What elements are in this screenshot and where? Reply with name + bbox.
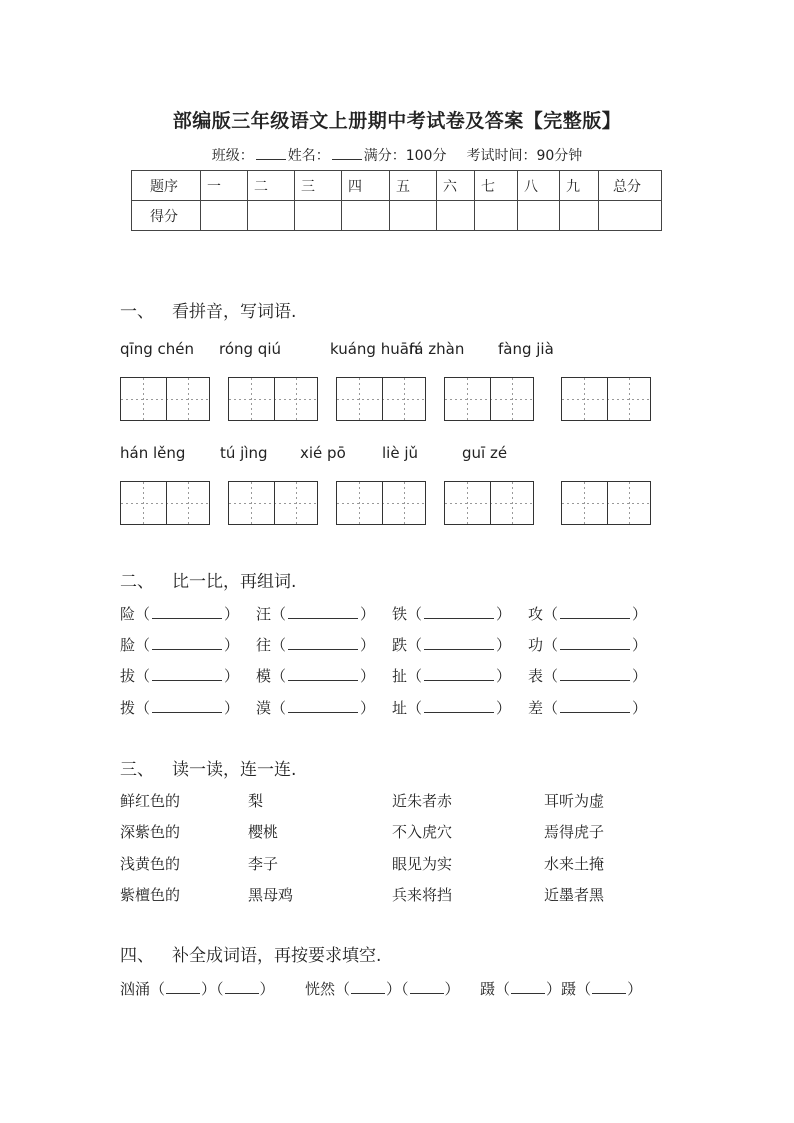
match-item[interactable]: 鲜红色的 (120, 792, 181, 810)
character: 跌 (392, 636, 408, 654)
score-cell[interactable] (560, 201, 599, 231)
character: 汪 (256, 605, 272, 623)
section-number: 四、 (120, 946, 154, 966)
compare-item: 功（ ） (528, 636, 648, 654)
name-blank[interactable] (332, 147, 362, 160)
word-prefix: 汹涌 (120, 980, 151, 998)
section-title: 补全成词语，再按要求填空. (172, 946, 382, 966)
header-cell: 一 (201, 171, 248, 201)
writing-grid[interactable] (120, 377, 210, 421)
fill-blank[interactable] (592, 979, 626, 994)
header-cell: 三 (295, 171, 342, 201)
compare-item: 扯（ ） (392, 667, 512, 685)
section-title: 看拼音，写词语. (172, 302, 297, 322)
compare-item: 脸（ ） (120, 636, 240, 654)
fill-blank[interactable] (166, 979, 200, 994)
pinyin-1-3: kuáng huān (330, 340, 419, 358)
word-blank[interactable] (288, 604, 358, 619)
pinyin-1-2: róng qiú (219, 340, 282, 358)
score-cell[interactable] (342, 201, 390, 231)
word-blank[interactable] (152, 604, 222, 619)
match-item[interactable]: 耳听为虚 (544, 792, 605, 810)
exam-time-label: 考试时间：90分钟 (466, 148, 583, 164)
pinyin-2-4: liè jǔ (382, 444, 419, 462)
character: 表 (528, 667, 544, 685)
character: 险 (120, 605, 136, 623)
word-blank[interactable] (424, 635, 494, 650)
character: 差 (528, 699, 544, 717)
word-blank[interactable] (424, 604, 494, 619)
fill-blank[interactable] (225, 979, 259, 994)
score-table-header-row (132, 171, 662, 201)
score-cell[interactable] (201, 201, 248, 231)
character: 功 (528, 636, 544, 654)
match-item[interactable]: 樱桃 (248, 823, 279, 841)
match-item[interactable]: 近墨者黑 (544, 886, 605, 904)
match-item[interactable]: 紫檀色的 (120, 886, 181, 904)
compare-item: 跌（ ） (392, 636, 512, 654)
writing-grid[interactable] (228, 481, 318, 525)
character: 漠 (256, 699, 272, 717)
match-item[interactable]: 眼见为实 (392, 855, 453, 873)
score-cell[interactable] (599, 201, 662, 231)
match-item[interactable]: 水来土掩 (544, 855, 605, 873)
word-blank[interactable] (288, 666, 358, 681)
header-cell: 总分 (599, 171, 662, 201)
writing-grid[interactable] (561, 481, 651, 525)
section-number: 三、 (120, 760, 154, 780)
character: 拔 (120, 667, 136, 685)
score-table (131, 170, 662, 231)
character: 脸 (120, 636, 136, 654)
section-2-heading (120, 567, 296, 592)
fill-item: 恍然（ ）（ ） (305, 980, 460, 998)
compare-item: 模（ ） (256, 667, 376, 685)
word-prefix: 蹑 (480, 980, 496, 998)
section-title: 读一读，连一连. (172, 760, 297, 780)
header-cell: 四 (342, 171, 390, 201)
score-table-score-row (132, 201, 662, 231)
character: 攻 (528, 605, 544, 623)
compare-item: 拔（ ） (120, 667, 240, 685)
page-title: 部编版三年级语文上册期中考试卷及答案【完整版】 (172, 110, 622, 132)
writing-grid[interactable] (228, 377, 318, 421)
score-cell[interactable] (475, 201, 518, 231)
word-blank[interactable] (560, 635, 630, 650)
compare-item: 铁（ ） (392, 605, 512, 623)
pinyin-1-4: fá zhàn (409, 340, 465, 358)
compare-item: 险（ ） (120, 605, 240, 623)
writing-grid[interactable] (336, 481, 426, 525)
pinyin-2-1: hán lěng (120, 444, 186, 462)
word-blank[interactable] (560, 698, 630, 713)
section-number: 一、 (120, 302, 154, 322)
pinyin-2-3: xié pō (300, 444, 346, 462)
writing-grid[interactable] (444, 481, 534, 525)
match-item[interactable]: 黑母鸡 (248, 886, 294, 904)
match-item[interactable]: 深紫色的 (120, 823, 181, 841)
compare-item: 攻（ ） (528, 605, 648, 623)
character: 铁 (392, 605, 408, 623)
word-blank[interactable] (288, 635, 358, 650)
character: 拨 (120, 699, 136, 717)
fill-item: 蹑（ ）蹑（ ） (480, 980, 643, 998)
header-cell: 九 (560, 171, 599, 201)
fill-blank[interactable] (351, 979, 385, 994)
full-score-label: 满分：100分 (363, 148, 447, 164)
pinyin-1-1: qīng chén (120, 340, 194, 358)
exam-info-line (0, 145, 794, 165)
word-blank[interactable] (152, 635, 222, 650)
word-blank[interactable] (424, 698, 494, 713)
section-title: 比一比，再组词. (172, 572, 297, 592)
section-1-heading (120, 297, 296, 322)
word-prefix: 恍然 (305, 980, 336, 998)
word-blank[interactable] (424, 666, 494, 681)
pinyin-1-5: fàng jià (498, 340, 554, 358)
header-cell: 五 (390, 171, 437, 201)
section-4-heading (120, 941, 381, 966)
score-cell[interactable] (437, 201, 475, 231)
writing-grid[interactable] (561, 377, 651, 421)
score-cell[interactable] (390, 201, 437, 231)
match-item[interactable]: 梨 (248, 792, 264, 810)
writing-grid[interactable] (336, 377, 426, 421)
character: 址 (392, 699, 408, 717)
compare-item: 表（ ） (528, 667, 648, 685)
word-blank[interactable] (152, 698, 222, 713)
word-blank[interactable] (152, 666, 222, 681)
character: 往 (256, 636, 272, 654)
section-3-heading (120, 755, 296, 780)
character: 模 (256, 667, 272, 685)
word-blank[interactable] (560, 666, 630, 681)
match-item[interactable]: 浅黄色的 (120, 855, 181, 873)
match-item[interactable]: 不入虎穴 (392, 823, 453, 841)
compare-item: 往（ ） (256, 636, 376, 654)
header-cell: 七 (475, 171, 518, 201)
compare-item: 汪（ ） (256, 605, 376, 623)
fill-blank[interactable] (410, 979, 444, 994)
match-item[interactable]: 近朱者赤 (392, 792, 453, 810)
pinyin-2-2: tú jìng (220, 444, 268, 462)
class-blank[interactable] (256, 147, 286, 160)
pinyin-2-5: guī zé (462, 444, 508, 462)
score-cell[interactable] (295, 201, 342, 231)
word-blank[interactable] (560, 604, 630, 619)
character: 扯 (392, 667, 408, 685)
name-label: 姓名： (287, 148, 330, 164)
word-blank[interactable] (288, 698, 358, 713)
match-item[interactable]: 兵来将挡 (392, 886, 453, 904)
compare-item: 拨（ ） (120, 699, 240, 717)
compare-item: 差（ ） (528, 699, 648, 717)
header-cell: 六 (437, 171, 475, 201)
word-prefix: 蹑 (561, 980, 577, 998)
section-number: 二、 (120, 572, 154, 592)
score-cell[interactable] (248, 201, 295, 231)
header-cell: 题序 (132, 171, 201, 201)
writing-grid[interactable] (120, 481, 210, 525)
header-cell: 八 (518, 171, 560, 201)
header-cell: 二 (248, 171, 295, 201)
score-row-label: 得分 (132, 201, 201, 231)
fill-item: 汹涌（ ）（ ） (120, 980, 275, 998)
class-label: 班级： (211, 148, 254, 164)
match-item[interactable]: 焉得虎子 (544, 823, 605, 841)
compare-item: 漠（ ） (256, 699, 376, 717)
compare-item: 址（ ） (392, 699, 512, 717)
match-item[interactable]: 李子 (248, 855, 279, 873)
writing-grid[interactable] (444, 377, 534, 421)
fill-blank[interactable] (511, 979, 545, 994)
score-cell[interactable] (518, 201, 560, 231)
